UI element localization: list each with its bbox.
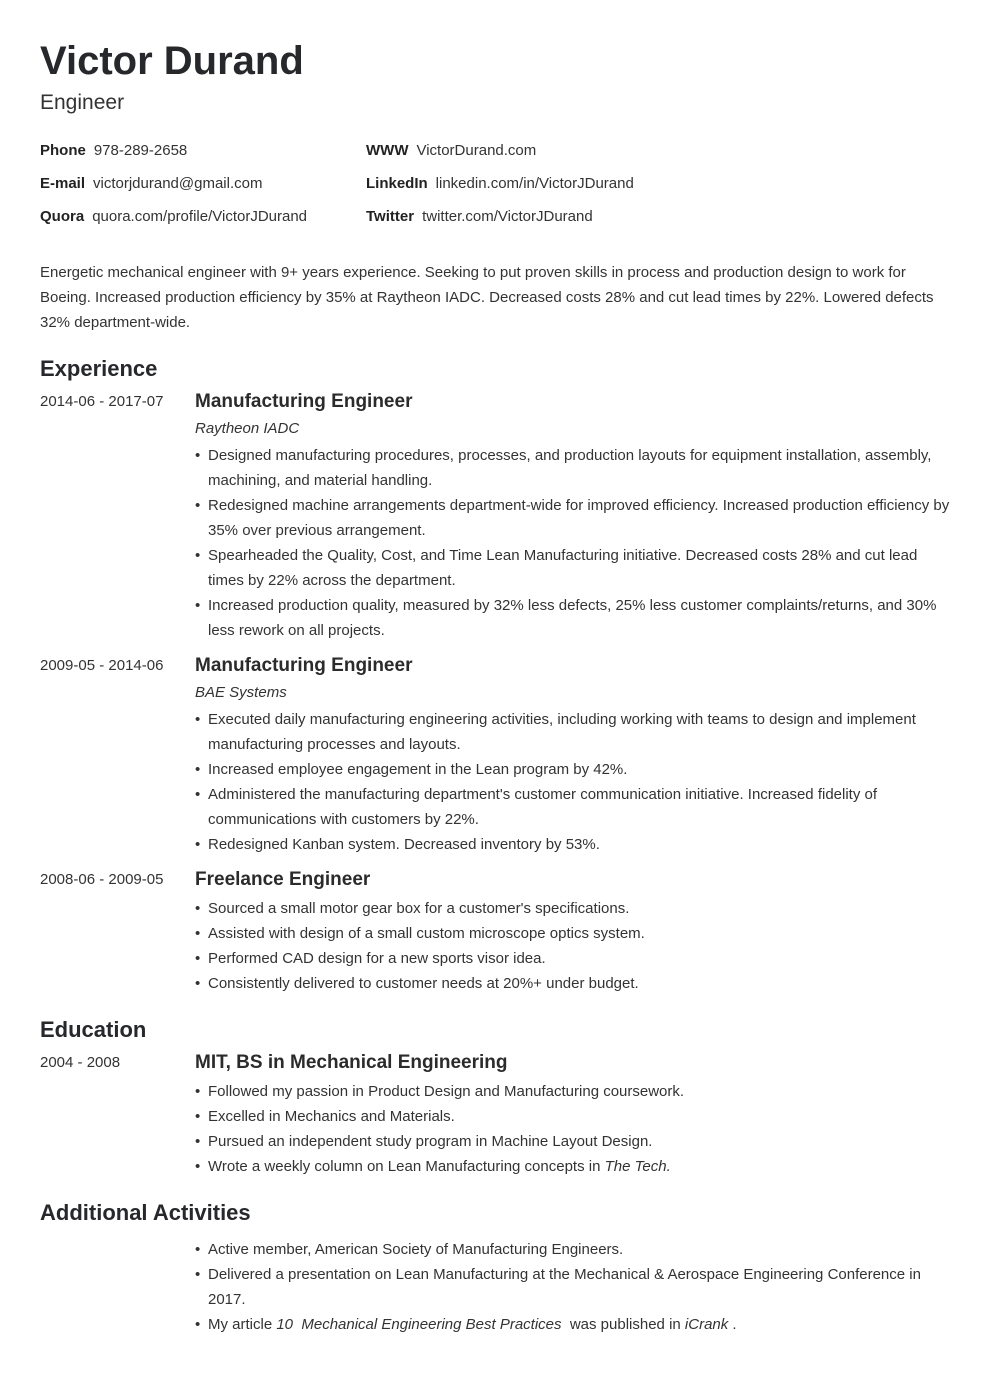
contact-label: Twitter (366, 208, 415, 225)
contact-www (366, 141, 766, 161)
publication-name: The Tech. (604, 1158, 671, 1175)
entry-body (195, 655, 950, 857)
candidate-name: Victor Durand (40, 39, 304, 83)
bullet-item: • Increased production quality, measured by 32% less defects, 25% less customer complaints/returns, and 30% less rework on all projects. (195, 593, 950, 643)
contact-value[interactable]: twitter.com/VictorJDurand (422, 208, 593, 225)
company-name: BAE Systems (195, 684, 287, 701)
contact-value[interactable]: victorjdurand@gmail.com (93, 175, 263, 192)
contact-label: WWW (366, 142, 409, 159)
education-entry (40, 1052, 950, 1179)
section-title-activities: Additional Activities (40, 1200, 251, 1225)
bullet-list (195, 443, 950, 643)
contact-linkedin (366, 174, 766, 194)
bullet-text: My article (208, 1316, 277, 1333)
bullet-list (195, 1079, 950, 1179)
contact-quora (40, 207, 366, 227)
bullet-item: • Designed manufacturing procedures, processes, and production layouts for equipment installation, assembly, machining, and material handling. (195, 443, 950, 493)
publication-name: iCrank (684, 1316, 729, 1333)
job-title: Manufacturing Engineer (195, 391, 413, 412)
degree-title: MIT, BS in Mechanical Engineering (195, 1052, 508, 1073)
experience-entry (40, 391, 950, 643)
bullet-item: • Spearheaded the Quality, Cost, and Time Lean Manufacturing initiative. Decreased costs 28% and cut lead times by 22% across the department. (195, 543, 950, 593)
company-name: Raytheon IADC (195, 420, 300, 437)
contact-grid (40, 141, 950, 227)
contact-label: Phone (40, 142, 86, 159)
entry-dates: 2014-06 - 2017-07 (40, 393, 164, 410)
bullet-item (195, 1312, 950, 1337)
experience-entry (40, 869, 950, 996)
bullet-item: • Administered the manufacturing department's customer communication initiative. Increased fidelity of communications with customers by 22%. (195, 782, 950, 832)
section-title-experience: Experience (40, 356, 158, 381)
bullet-text: . (728, 1316, 737, 1333)
bullet-item: • Redesigned Kanban system. Decreased inventory by 53%. (195, 832, 950, 857)
entry-dates: 2008-06 - 2009-05 (40, 871, 164, 888)
contact-value: 978-289-2658 (93, 142, 188, 159)
contact-email (40, 174, 366, 194)
contact-value[interactable]: quora.com/profile/VictorJDurand (92, 208, 308, 225)
article-title: 10 Mechanical Engineering Best Practices (276, 1316, 562, 1333)
activities-body (195, 1237, 950, 1337)
entry-dates: 2009-05 - 2014-06 (40, 657, 164, 674)
entry-body (195, 1052, 950, 1179)
bullet-text: was published in (561, 1316, 685, 1333)
bullet-item: • Increased employee engagement in the Lean program by 42%. (195, 757, 950, 782)
contact-label: E-mail (40, 175, 86, 192)
contact-value[interactable]: linkedin.com/in/VictorJDurand (435, 175, 634, 192)
bullet-list (195, 896, 950, 996)
summary-paragraph: Energetic mechanical engineer with 9+ years experience. Seeking to put proven skills in process and production design to work for Boeing. Increased production efficiency by 35% at Raytheon IADC. Decreased costs 28% and cut lead times by 22%. Lowered defects 32% department-wide. (40, 264, 934, 331)
bullet-item: • Excelled in Mechanics and Materials. (195, 1104, 950, 1129)
bullet-item: • Followed my passion in Product Design and Manufacturing coursework. (195, 1079, 950, 1104)
bullet-item: • Executed daily manufacturing engineering activities, including working with teams to design and implement manufacturing processes and layouts. (195, 707, 950, 757)
bullet-item: • Performed CAD design for a new sports visor idea. (195, 946, 950, 971)
bullet-item: • Active member, American Society of Manufacturing Engineers. (195, 1237, 950, 1262)
contact-phone (40, 141, 366, 161)
bullet-item: • Consistently delivered to customer needs at 20%+ under budget. (195, 971, 950, 996)
job-title: Manufacturing Engineer (195, 655, 413, 676)
bullet-item: • Redesigned machine arrangements department-wide for improved efficiency. Increased production efficiency by 35% over previous arrangement. (195, 493, 950, 543)
contact-label: Quora (40, 208, 85, 225)
entry-dates: 2004 - 2008 (40, 1054, 121, 1071)
candidate-role: Engineer (40, 91, 125, 114)
contact-label: LinkedIn (366, 175, 428, 192)
bullet-item: • Assisted with design of a small custom microscope optics system. (195, 921, 950, 946)
contact-value[interactable]: VictorDurand.com (416, 142, 537, 159)
bullet-item: • Sourced a small motor gear box for a customer's specifications. (195, 896, 950, 921)
contact-twitter (366, 207, 766, 227)
experience-entry (40, 655, 950, 857)
bullet-item (195, 1154, 950, 1179)
bullet-list (195, 1237, 950, 1337)
entry-body (195, 391, 950, 643)
section-title-education: Education (40, 1017, 147, 1042)
bullet-list (195, 707, 950, 857)
bullet-item: • Delivered a presentation on Lean Manufacturing at the Mechanical & Aerospace Engineering Conference in 2017. (195, 1262, 950, 1312)
bullet-item: • Pursued an independent study program in Machine Layout Design. (195, 1129, 950, 1154)
entry-body (195, 869, 950, 996)
bullet-text: Wrote a weekly column on Lean Manufacturing concepts in (208, 1158, 605, 1175)
job-title: Freelance Engineer (195, 869, 371, 890)
